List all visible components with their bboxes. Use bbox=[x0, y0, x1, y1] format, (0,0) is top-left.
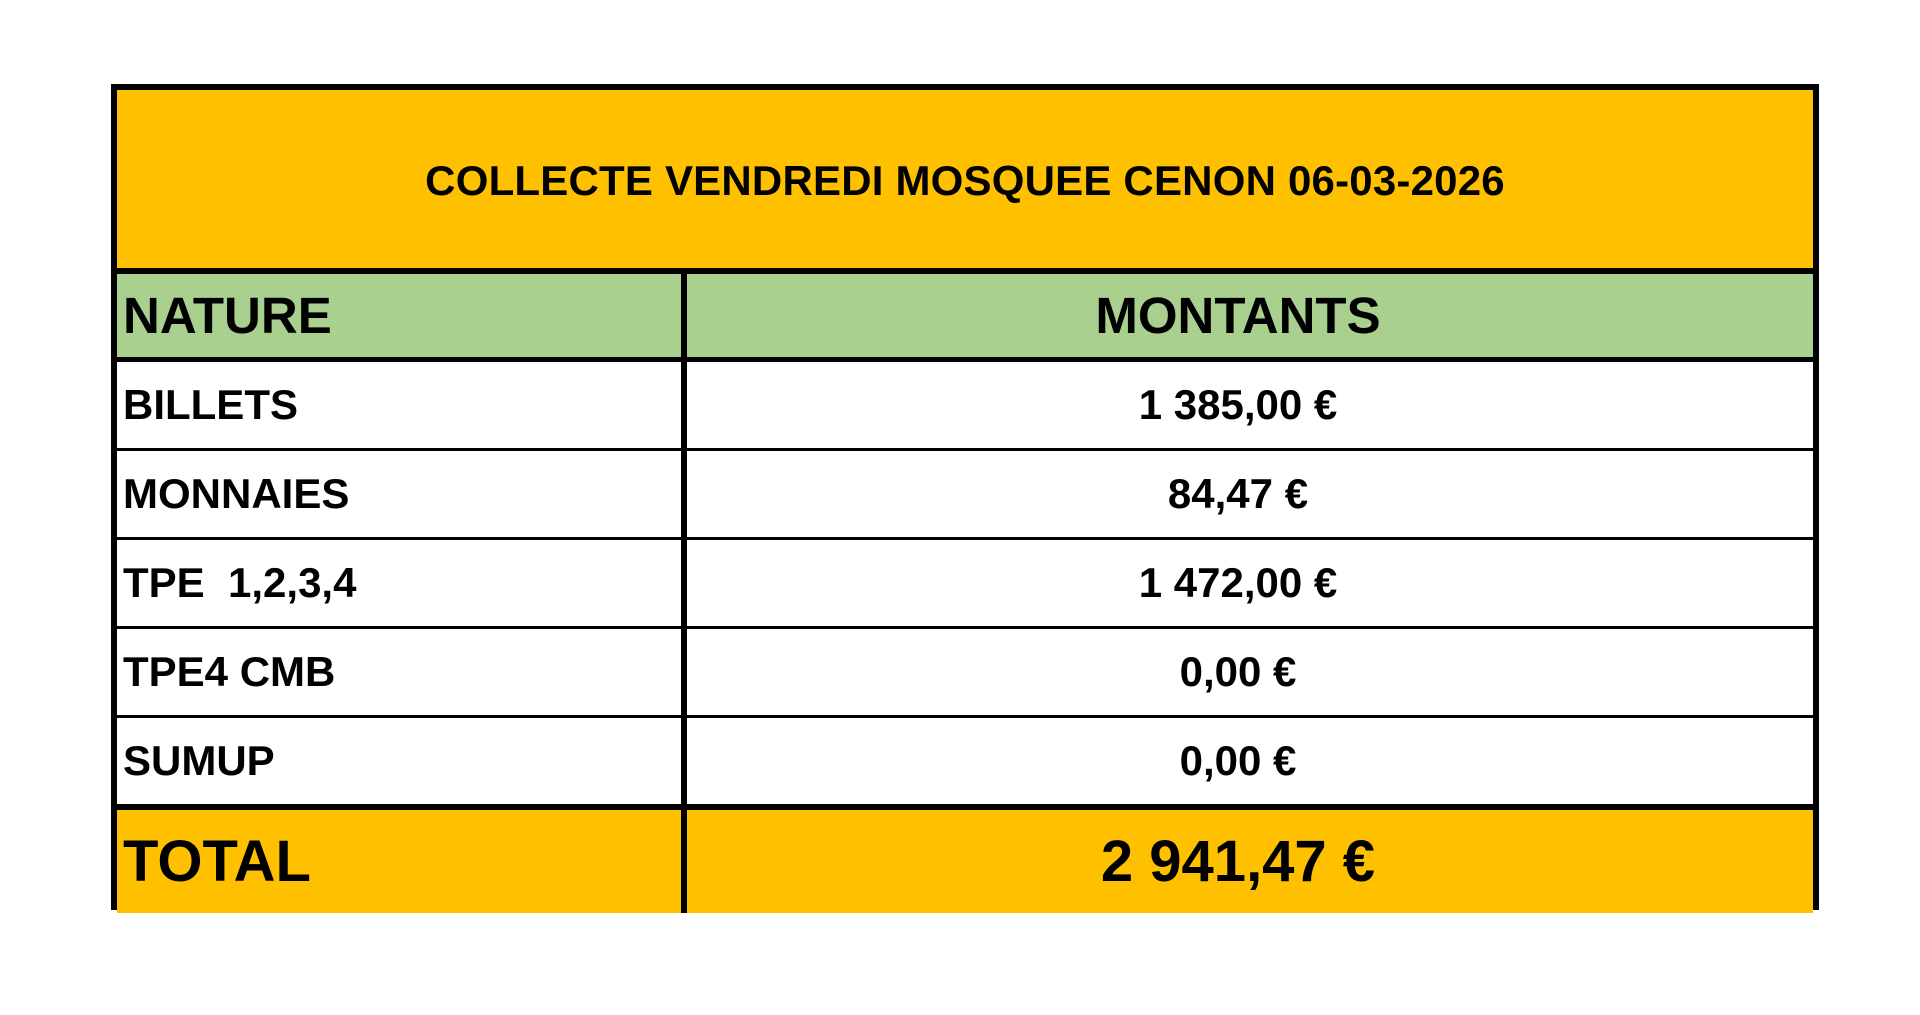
row-montant: 0,00 € bbox=[1179, 737, 1297, 784]
row-montant: 0,00 € bbox=[1179, 648, 1297, 695]
total-montant: 2 941,47 € bbox=[1100, 829, 1376, 894]
table-title: COLLECTE VENDREDI MOSQUEE CENON 06-03-2026 bbox=[117, 90, 1813, 268]
row-nature: TPE 1,2,3,4 bbox=[117, 540, 687, 626]
header-nature: NATURE bbox=[117, 274, 687, 357]
row-montant: 1 472,00 € bbox=[1138, 559, 1338, 606]
table-row bbox=[117, 629, 1813, 718]
table-row bbox=[117, 451, 1813, 540]
collection-table bbox=[111, 84, 1819, 910]
table-row bbox=[117, 718, 1813, 807]
table-grid bbox=[117, 268, 1813, 904]
row-nature: MONNAIES bbox=[117, 451, 687, 537]
row-nature: BILLETS bbox=[117, 362, 687, 448]
table-row bbox=[117, 540, 1813, 629]
total-row bbox=[117, 807, 1813, 913]
row-montant: 84,47 € bbox=[1167, 470, 1309, 517]
total-label: TOTAL bbox=[117, 810, 687, 913]
header-row bbox=[117, 274, 1813, 362]
row-nature: SUMUP bbox=[117, 718, 687, 804]
header-montants: MONTANTS bbox=[1095, 287, 1381, 344]
row-nature: TPE4 CMB bbox=[117, 629, 687, 715]
row-montant: 1 385,00 € bbox=[1138, 381, 1338, 428]
table-row bbox=[117, 362, 1813, 451]
